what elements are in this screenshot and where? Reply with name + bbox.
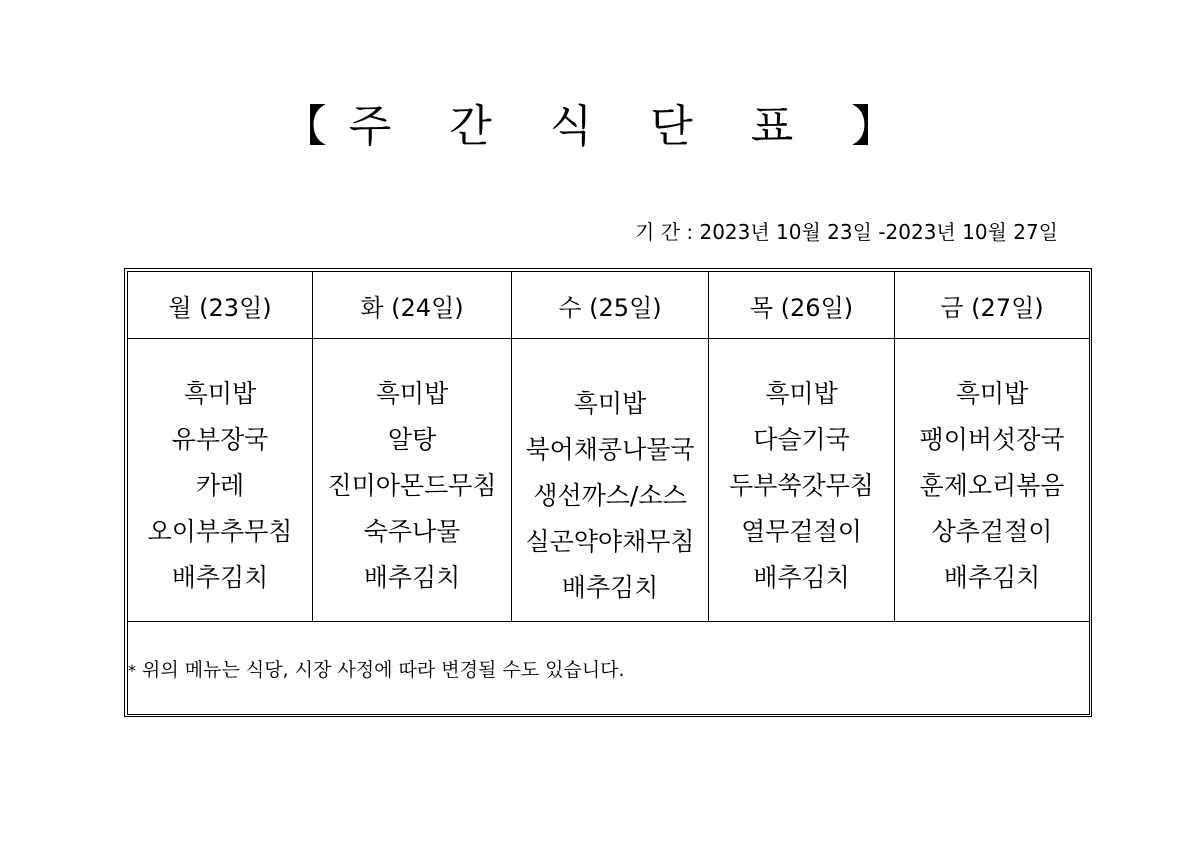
dish-item: 배추김치 [171,563,269,592]
dish-item: 배추김치 [943,563,1041,592]
dish-item: 오이부추무침 [147,517,293,546]
dish-item: 훈제오리볶음 [919,471,1065,500]
day-header-mon: 월 (23일) [128,272,313,339]
menu-note [128,622,1090,715]
day-menu-fri [895,339,1090,622]
day-menu-thu [709,339,895,622]
day-header-wed: 수 (25일) [512,272,709,339]
dish-item: 두부쑥갓무침 [729,471,874,500]
dish-list [313,339,511,601]
note-row [128,622,1090,715]
day-header-thu: 목 (26일) [709,272,895,339]
dish-list [512,339,708,611]
dish-item: 팽이버섯장국 [919,425,1065,454]
day-header-row [128,272,1090,339]
dish-item: 배추김치 [753,563,850,592]
menu-grid [127,271,1090,715]
dish-item: 흑미밥 [955,379,1029,408]
dish-item: 진미아몬드무침 [327,471,497,500]
day-menu-wed [512,339,709,622]
day-menu-tue [313,339,512,622]
dish-item: 흑미밥 [375,379,449,408]
dish-item: 생선까스/소스 [533,481,687,510]
menu-period: 기 간 : 2023년 10월 23일 -2023년 10월 27일 [635,220,1058,244]
dish-item: 흑미밥 [765,379,838,408]
dish-item: 배추김치 [363,563,461,592]
note-text: 위의 메뉴는 식당, 시장 사정에 따라 변경될 수도 있습니다. [142,658,625,681]
page-title: 【주 간 식 단 표 】 [282,101,918,152]
dish-item: 유부장국 [171,425,269,454]
dish-item: 상추겉절이 [931,517,1053,546]
dish-item: 카레 [195,471,245,500]
dish-item: 배추김치 [561,573,659,602]
dish-item: 열무겉절이 [741,517,862,546]
dish-item: 알탕 [387,425,437,454]
dish-list [128,339,312,601]
dish-item: 다슬기국 [753,425,850,454]
weekly-menu-table [124,268,1092,717]
note-asterisk: * [128,660,136,680]
day-menu-row [128,339,1090,622]
dish-item: 흑미밥 [183,379,257,408]
dish-item: 흑미밥 [573,389,647,418]
dish-list [709,339,894,601]
dish-item: 북어채콩나물국 [525,435,695,464]
day-header-fri: 금 (27일) [895,272,1090,339]
dish-item: 실곤약야채무침 [525,527,695,556]
day-menu-mon [128,339,313,622]
day-header-tue: 화 (24일) [313,272,512,339]
dish-item: 숙주나물 [363,517,461,546]
dish-list [895,339,1089,601]
